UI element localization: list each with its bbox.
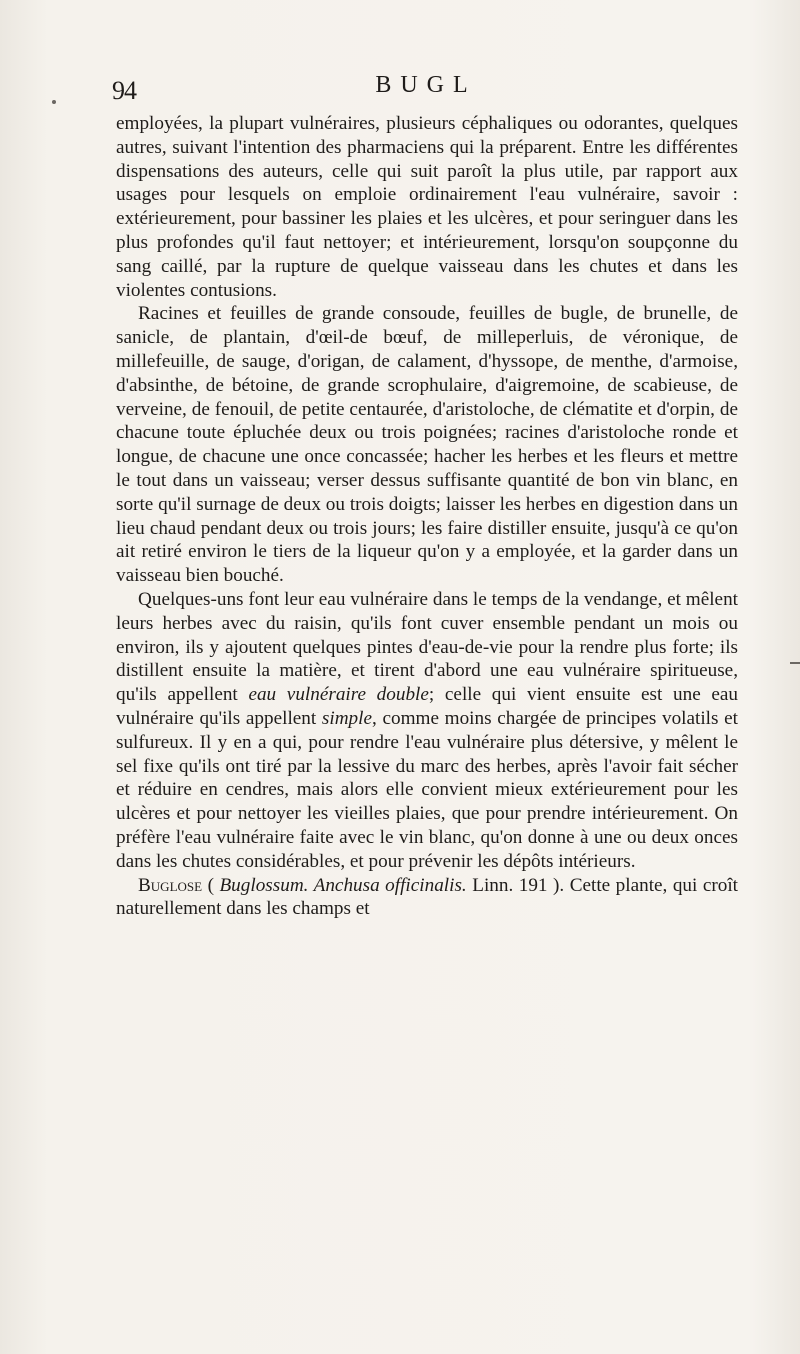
paragraph-text-run: employées, la plupart vulnéraires, plusieurs céphaliques ou odorantes, quelques autres, suivant l'intention des pharmaciens qui la préparent. Entre les différentes dispensations des auteurs, celle qui suit paroît la plus utile, par rapport aux usages pour lesquels on emploie ordinairement l'eau vulnéraire, savoir : extérieurement, pour bassiner les plaies et les ulcères, et pour seringuer dans les plus profondes qu'il faut nettoyer; et intérieurement, lorsqu'on soupçonne du sang caillé, par la rupture de quelque vaisseau dans les chutes et dans les violentes contusions. [116,113,738,301]
paragraph-p2 [116,302,738,588]
paragraph-p4 [116,874,738,922]
paragraph-text-run: Racines et feuilles de grande consoude, feuilles de bugle, de brunelle, de sanicle, de plantain, d'œil-de bœuf, de milleperluis, de véronique, de millefeuille, de sauge, d'origan, de calament, d'hyssope, de menthe, d'armoise, d'absinthe, de bétoine, de grande scrophulaire, d'aigremoine, de scabieuse, de verveine, de fenouil, de petite centaurée, d'aristoloche, de clématite et d'orpin, de chacune toute épluchée deux ou trois poignées; racines d'aristoloche ronde et longue, de chacune une once concassée; hacher les herbes et les fleurs et mettre le tout dans un vaisseau; verser dessus suffisante quantité de bon vin blanc, en sorte qu'il surnage de deux ou trois doigts; laisser les herbes en digestion dans un lieu chaud pendant deux ou trois jours; les faire distiller ensuite, jusqu'à ce qu'on ait retiré environ le tiers de la liqueur qu'on y a employée, et la garder dans un vaisseau bien bouché. [116,303,738,587]
page-header [112,72,740,108]
paragraph-text-run: eau vulnéraire double [248,684,429,706]
paragraph-text-run: ; celle qui vient ensuite est une eau vulnéraire qu'ils appellent [116,684,739,729]
page-number: 94 [112,76,136,105]
paragraph-text-run: ( [202,874,220,896]
paragraph-text-run: Linn. 191 ). Cette plante, qui croît naturellement dans les champs et [116,874,739,920]
margin-mark [790,662,800,664]
paragraph-p3 [116,588,738,874]
paragraph-p1 [116,112,738,302]
paragraph-text-run: , comme moins chargée de principes volatils et sulfureux. Il y en a qui, pour rendre l'eau vulnéraire plus détersive, y mêlent le sel fixe qu'ils ont tiré par la lessive du marc des herbes, après l'avoir fait sécher et réduire en cendres, mais alors elle convient mieux extérieurement pour les ulcères et pour nettoyer les vieilles plaies, que pour prendre intérieurement. On préfère l'eau vulnéraire faite avec le vin blanc, qu'on donne à une ou deux onces dans les chutes considérables, et pour prévenir les dépôts intérieurs. [116,707,739,872]
paragraph-text-run: simple [321,707,373,729]
ink-speck [52,100,56,104]
running-head: BUGL [375,72,477,98]
paragraph-text-run: Quelques-uns font leur eau vulnéraire dans le temps de la vendange, et mêlent leurs herbes avec du raisin, qu'ils font cuver ensemble pendant un mois ou environ, ils y ajoutent quelques pintes d'eau-de-vie pour la rendre plus forte; ils distillent ensuite la matière, et tirent d'abord une eau vulnéraire spiritueuse, qu'ils appellent [116,588,738,706]
paragraph-text-run: Buglossum. Anchusa officinalis. [219,874,467,896]
body-text [116,112,738,921]
paragraph-text-run: Buglose [138,874,203,896]
